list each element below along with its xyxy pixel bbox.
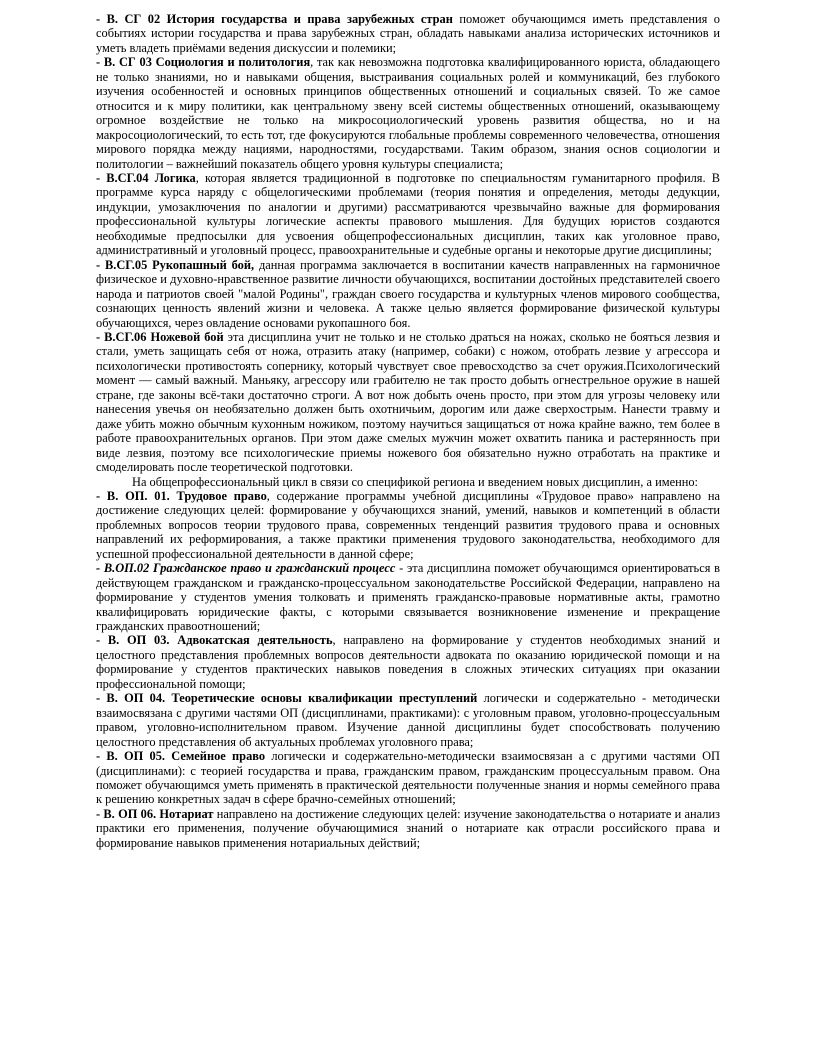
paragraph-history-foreign-law (96, 12, 720, 55)
course-title: - В.СГ.06 Ножевой бой (96, 329, 224, 344)
paragraph-sociology-politology (96, 55, 720, 171)
course-title: - В.ОП.02 Гражданское право и гражданский процесс (96, 561, 396, 576)
course-description: - эта дисциплина поможет обучающимся ориентироваться в действующем гражданском и гражданско-процессуальном законодательстве Российской Федерации, направлено на формирование у студентов умения толковать и применять гражданско-правовые нормативные акты, грамотно квалифицировать юридические факты, с которыми связывается возникновение изменение и прекращение гражданских правоотношений; (96, 561, 720, 634)
course-description: , содержание программы учебной дисциплины «Трудовое право» направлено на достижение следующих целей: формирование у обучающихся знаний, умений, навыков и компетенций в области проблемных вопросов теории трудового права, современных тенденций развития трудового права и основных направлений их реформирования, а также практики применения трудового законодательства, необходимого для успешной профессиональной деятельности в данной сфере; (96, 488, 720, 561)
paragraph-civil-law (96, 561, 720, 633)
course-title: - В.СГ.04 Логика (96, 170, 196, 185)
paragraph-logic (96, 171, 720, 258)
course-title: - В. ОП 03. Адвокатская деятельность (96, 633, 333, 648)
course-title: - В. ОП 04. Теоретические основы квалификации преступлений (96, 691, 478, 706)
course-description: данная программа заключается в воспитании качеств направленных на гармоничное физическое и духовно-нравственное развитие личности обучающихся, воспитании достойных представителей своего народа и патриотов своей "малой Родины", граждан своего государства и культурных членов мирового сообщества, сознающих ценность явлений жизни и человека. А также целью является формирование физической культуры обучающихся, через овладение основами рукопашного боя. (96, 257, 720, 330)
paragraph-crime-qualification (96, 691, 720, 749)
course-description: , направлено на формирование у студентов необходимых знаний и целостного представления проблемных вопросов деятельности адвоката по оказанию юридической помощи и на формирование у студентов практических навыков поведения в сложных этических ситуациях при оказании профессиональной помощи; (96, 633, 720, 691)
course-title: - В. ОП 06. Нотариат (96, 806, 214, 821)
course-title: - В. ОП 05. Семейное право (96, 749, 266, 764)
paragraph-labor-law (96, 489, 720, 561)
course-description: логически и содержательно - методически взаимосвязана с другими частями ОП (дисциплинами, практиками): с уголовным правом, уголовно-процессуальным правом, уголовно-исполнительном правом. Изучение данной дисциплины будет способствовать получению целостного представления об актуальных проблемах уголовного права; (96, 691, 721, 749)
intro-text: На общепрофессиональный цикл в связи со спецификой региона и введением новых дисциплин, а именно: (132, 474, 698, 489)
course-description: поможет обучающимся иметь представления о событиях истории государства и права зарубежных стран, обладать навыками анализа исторических источников и уметь владеть приёмами ведения дискуссии и полемики; (96, 12, 720, 55)
paragraph-notary (96, 807, 720, 850)
course-description: логически и содержательно-методически взаимосвязан а с другими частями ОП (дисциплинами): с теорией государства и права, гражданским правом, гражданским процессуальным правом. Она поможет обучающимся уметь применять в практической деятельности полученные знания и нормы семейного права к решению конкретных задач в сфере брачно-семейных отношений; (96, 749, 720, 807)
paragraph-family-law (96, 749, 720, 807)
course-description: эта дисциплина учит не только и не столько драться на ножах, сколько не бояться лезвия и стали, уметь защищать себя от ножа, отразить атаку (например, собаки) с ножом, отобрать лезвие у агрессора и психологически противостоять сопернику, который чувствует свое превосходство за счет оружия.Психологический момент — самый важный. Маньяку, агрессору или грабителю не так просто добыть огнестрельное оружие в нашей стране, где законы всё-таки достаточно строги. А вот нож добыть очень просто, при этом для угрозы человеку или нанесения увечья он необязательно должен быть охотничьим, дорогим или даже сверхострым. Нанести травму и даже убить можно обычным кухонным ножиком, поэтому научиться защищаться от ножа крайне важно, тем более в работе правоохранительных органов. При этом даже смелых мужчин может охватить паника и растерянность при виде лезвия, поэтому все психологические приемы ножевого боя обязательно нужно отработать на практике и смоделировать после теоретической подготовки. (96, 329, 721, 475)
course-title: - В. СГ 02 История государства и права зарубежных стран (96, 12, 453, 26)
paragraph-knife-fighting (96, 330, 720, 475)
paragraph-hand-to-hand-combat (96, 258, 720, 330)
course-title: - В. СГ 03 Социология и политология (96, 55, 311, 70)
course-description: , так как невозможна подготовка квалифицированного юриста, обладающего не только знаниями, но и навыками общения, выстраивания социальных ролей и коммуникаций, без глубокого изучения особенностей и основных принципов общественных отношений и социальных связей. То же самое относится и к миру политики, как центральному звену всей системы общественных отношений, оказывающему огромное воздействие не только на микросоциологический уровень развития общества, но и на макросоциологический, то есть тот, где фокусируются глобальные проблемы современного человечества, отношения мирового порядка между нациями, народностями, государствами. Таким образом, знания основ социологии и политологии – важнейший показатель общего уровня культуры специалиста; (96, 55, 720, 171)
course-description: направлено на достижение следующих целей: изучение законодательства о нотариате и анализ практики его применения, получение обучающимися знаний о нотариате как отрасли российского права и формирование навыков применения нотариальных действий; (96, 806, 720, 850)
paragraph-general-professional-intro (96, 475, 720, 489)
course-title: - В.СГ.05 Рукопашный бой, (96, 257, 255, 272)
course-description: , которая является традиционной в подготовке по специальностям гуманитарного профиля. В программе курса наряду с общелогическими проблемами (теория понятия и определения, методы дедукции, индукции, умозаключения по аналогии и другими) рассматриваются чрезвычайно важные для формирования профессиональной культуры логические аспекты правового мышления. Для будущих юристов создаются необходимые предпосылки для усвоения общепрофессиональных дисциплин, таких как уголовное право, административный и уголовный процесс, правоохранительные и судебные органы и некоторые другие дисциплины; (96, 170, 721, 258)
course-title: - В. ОП. 01. Трудовое право (96, 488, 267, 503)
paragraph-advocacy (96, 633, 720, 691)
